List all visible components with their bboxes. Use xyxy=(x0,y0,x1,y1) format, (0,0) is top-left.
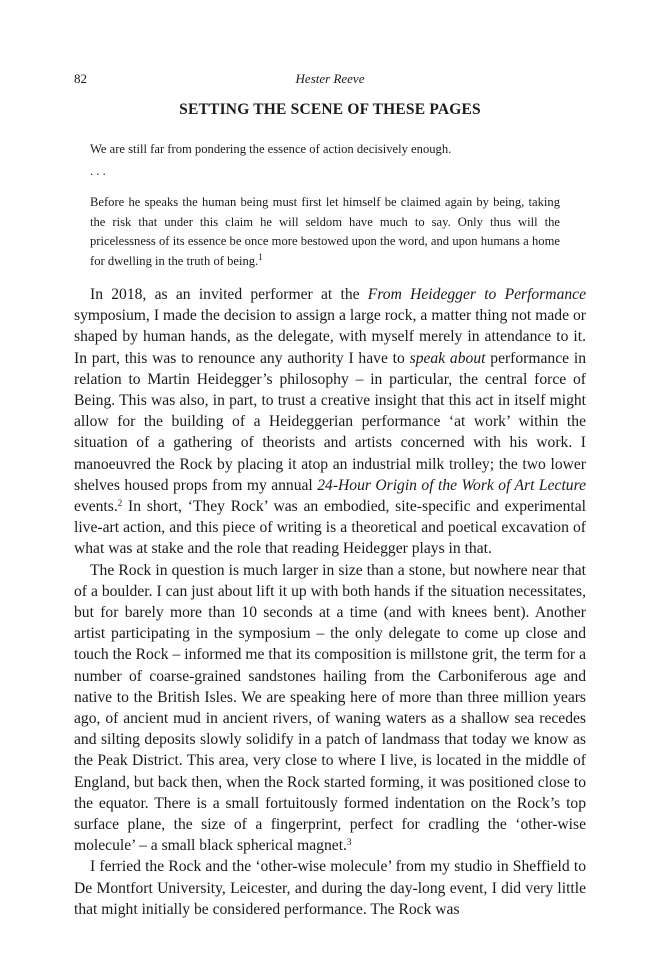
body-text xyxy=(74,284,586,920)
text-run: I ferried the Rock and the ‘other-wise molecule’ from my studio in Sheffield to De Montfort University, Leicester, and during the day-long event, I did very little that might initially be considered performance. The Rock was xyxy=(74,858,586,918)
symposium-title: From Heidegger to Performance xyxy=(367,286,586,303)
text-run: The Rock in question is much larger in size than a stone, but nowhere near that of a boulder. I can just about lift it up with both hands if the situation necessitates, but for barely more than 10 seconds at a time (and with knees bent). Another artist participating in the symposium – the only delegate to come up close and touch the Rock – informed me that its composition is millstone grit, the term for a number of coarse-grained sandstones hailing from the Carboniferous age and native to the British Isles. We are speaking here of more than three million years ago, of ancient mud in ancient rivers, of waning waters as a shallow sea recedes and silting deposits slowly solidify in a patch of landmass that today we know as the Peak District. This area, very close to where I live, is located in the middle of England, but back then, when the Rock started forming, it was positioned close to the equator. There is a small fortuitously formed indentation on the Rock’s top surface plane, the size of a fingerprint, perfect for cradling the ‘other-wise molecule’ – a small black spherical magnet. xyxy=(74,561,586,855)
paragraph-1 xyxy=(74,284,586,560)
text-run: performance in relation to Martin Heidegger’s philosophy – in particular, the central force of Being. This was also, in part, to trust a creative insight that this act in itself might allow for the building of a Heideggerian performance ‘at work’ within the situation of a gathering of theorists and artists concerned with his work. I manoeuvred the Rock by placing it atop an industrial milk trolley; the two lower shelves housed props from my annual xyxy=(74,349,586,494)
ellipsis-text: . . . xyxy=(90,164,106,178)
running-head xyxy=(74,71,586,89)
text-run: events. xyxy=(74,498,118,516)
epigraph-quote-text: Before he speaks the human being must first let himself be claimed again by being, taking the risk that under this claim he will seldom have much to say. Only thus will the pricelessness of its essence be once more bestowed upon the word, and upon humans a home for dwelling in the truth of being. xyxy=(90,195,560,268)
epigraph-block-quote xyxy=(90,193,560,271)
epigraph-ellipsis xyxy=(90,162,560,182)
footnote-ref-2: 2 xyxy=(117,498,123,509)
page-number: 82 xyxy=(74,71,87,86)
epigraph-line xyxy=(90,140,560,160)
text-run: In short, ‘They Rock’ was an embodied, site-specific and experimental live-art action, and this piece of writing is a theoretical and poetical excavation of what was at stake and the role that reading Heidegger plays in that. xyxy=(74,498,586,558)
text-run: In 2018, as an invited performer at the xyxy=(90,286,368,303)
section-title: SETTING THE SCENE OF THESE PAGES xyxy=(179,101,481,118)
epigraph-first-quote: We are still far from pondering the essence of action decisively enough. xyxy=(90,142,452,156)
footnote-ref-1: 1 xyxy=(258,251,263,262)
emphasis-text: speak about xyxy=(409,349,486,367)
paragraph-3 xyxy=(74,856,586,920)
lecture-title: 24-Hour Origin of the Work of Art Lecture xyxy=(317,476,586,494)
running-title-author: Hester Reeve xyxy=(295,71,365,86)
text-run: symposium, I made the decision to assign a large rock, a matter thing not made or shaped by human hands, as the delegate, with myself merely in attendance to it. In part, this was to renounce any authority I have to xyxy=(74,307,586,367)
footnote-ref-3: 3 xyxy=(346,837,352,848)
paragraph-2 xyxy=(74,560,586,857)
epigraph-second-quote xyxy=(90,193,560,271)
